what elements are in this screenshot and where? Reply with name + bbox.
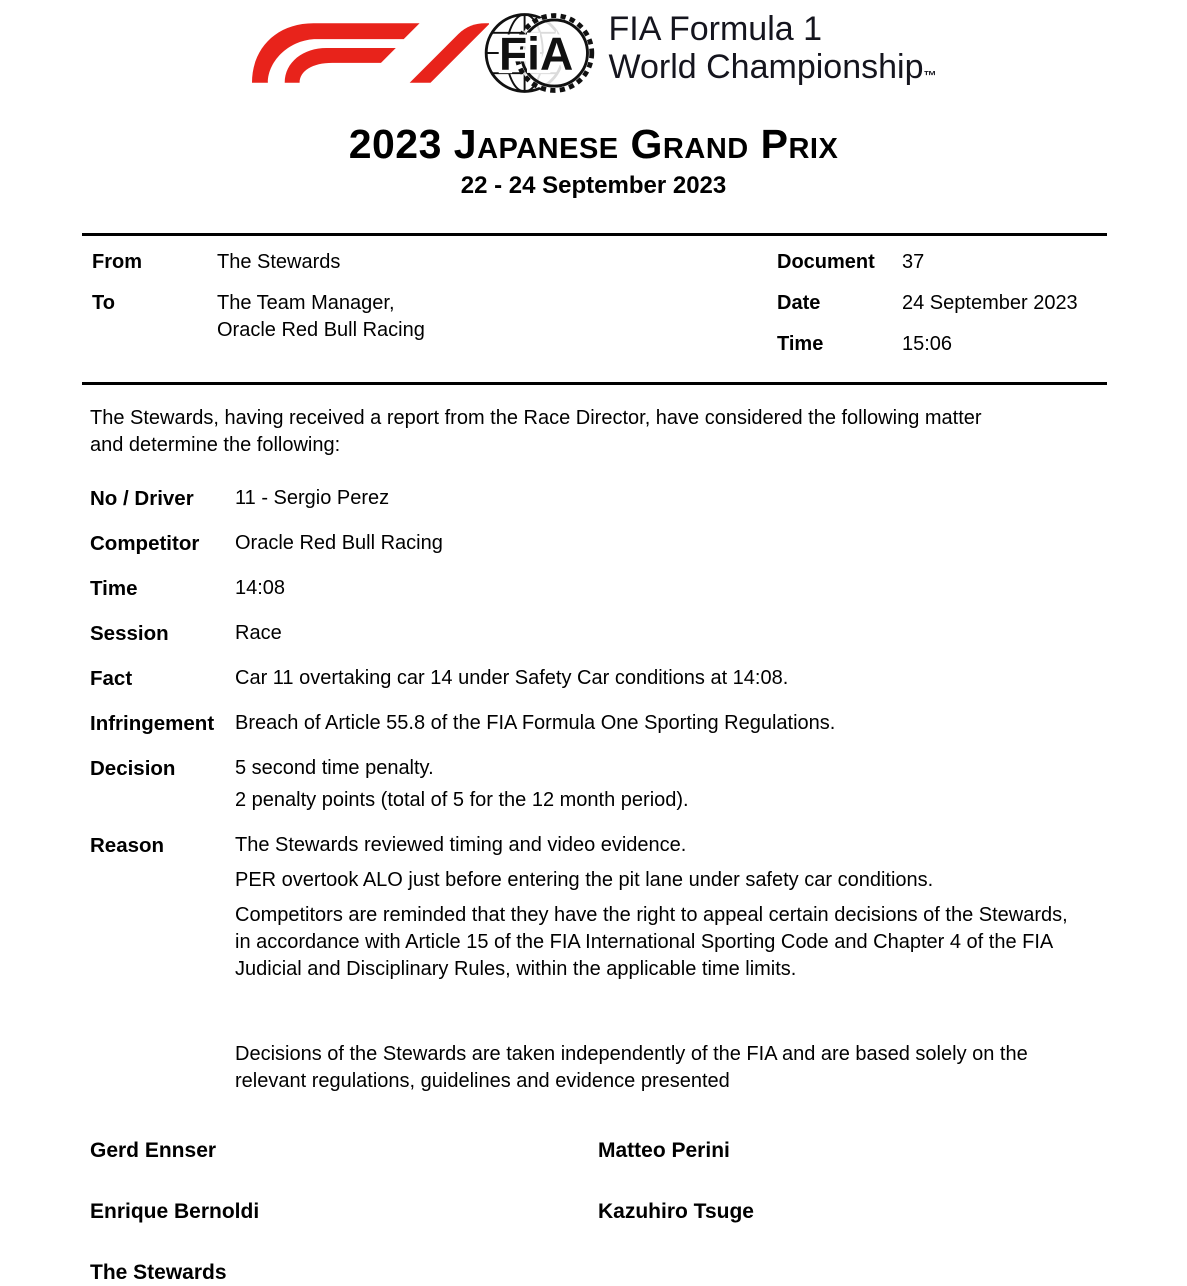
- field-label: No / Driver: [90, 487, 194, 510]
- field-row-no-driver: [90, 485, 1097, 512]
- wordmark-line2: World Championship™: [608, 48, 937, 86]
- field-value: Car 11 overtaking car 14 under Safety Car conditions at 14:08.: [235, 667, 789, 689]
- field-label: Decision: [90, 757, 176, 780]
- from-label: From: [92, 251, 142, 273]
- date-value: 24 September 2023: [902, 292, 1078, 314]
- field-label: Competitor: [90, 532, 200, 555]
- meta-row-from: [92, 249, 777, 276]
- steward-name: Gerd Ennser: [90, 1139, 217, 1162]
- svg-text:FiA: FiA: [498, 26, 573, 79]
- field-row-fact: [90, 665, 1097, 692]
- page-title: 2023 Japanese Grand Prix: [348, 121, 839, 167]
- meta-right-column: [777, 249, 1107, 358]
- stewards-footer: The Stewards: [90, 1261, 227, 1284]
- field-value: 5 second time penalty. 2 penalty points (total of 5 for the 12 month period).: [235, 757, 689, 811]
- meta-left-column: [82, 249, 777, 358]
- time-value: 15:06: [902, 333, 953, 355]
- field-row-reason: [90, 832, 1097, 991]
- to-label: To: [92, 292, 115, 314]
- date-label: Date: [777, 292, 821, 314]
- signatures-section: [90, 1137, 1097, 1286]
- fia-f1-wordmark: [609, 10, 937, 95]
- field-value: Breach of Article 55.8 of the FIA Formula One Sporting Regulations.: [235, 712, 836, 734]
- meta-row-time: [777, 331, 1107, 358]
- time-label: Time: [777, 333, 824, 355]
- field-value: 11 - Sergio Perez: [235, 487, 390, 509]
- field-value: 14:08: [235, 577, 286, 599]
- field-row-decision: [90, 755, 1097, 814]
- independence-disclaimer: Decisions of the Stewards are taken independently of the FIA and are based solely on the relevant regulations, guidelines and evidence presented: [235, 1043, 1028, 1092]
- trademark-symbol: ™: [923, 68, 937, 83]
- signature-row: [90, 1198, 1097, 1225]
- meta-section: [82, 233, 1107, 385]
- event-dates: 22 - 24 September 2023: [460, 172, 727, 199]
- field-row-session: [90, 620, 1097, 647]
- steward-name: Kazuhiro Tsuge: [598, 1200, 754, 1223]
- field-label: Reason: [90, 834, 165, 857]
- decision-fields: [90, 485, 1097, 991]
- fia-logo-icon: [483, 5, 595, 101]
- field-label: Infringement: [90, 712, 215, 735]
- field-value: Race: [235, 622, 282, 644]
- field-label: Session: [90, 622, 169, 645]
- document-number: 37: [902, 251, 925, 273]
- signature-row: [90, 1137, 1097, 1164]
- steward-name: Matteo Perini: [598, 1139, 730, 1162]
- meta-row-document: [777, 249, 1107, 276]
- field-row-competitor: [90, 530, 1097, 557]
- field-value: Oracle Red Bull Racing: [235, 532, 443, 554]
- field-row-infringement: [90, 710, 1097, 737]
- field-value: The Stewards reviewed timing and video evidence. PER overtook ALO just before entering the pit lane under safety car conditions. Competitors are reminded that they have the right to appeal certain decisions of the Stewards, in accordance with Article 15 of the FIA International Sporting Code and Chapter 4 of the FIA Judicial and Disciplinary Rules, within the applicable time limits.: [235, 834, 1068, 980]
- document-label: Document: [777, 251, 875, 273]
- meta-row-date: [777, 290, 1107, 317]
- title-block: [0, 121, 1187, 200]
- field-label: Fact: [90, 667, 133, 690]
- from-value: The Stewards: [217, 251, 341, 273]
- to-value: The Team Manager, Oracle Red Bull Racing: [217, 292, 425, 341]
- field-row-time: [90, 575, 1097, 602]
- f1-logo-icon: [251, 12, 489, 94]
- meta-row-to: [92, 290, 777, 344]
- field-label: Time: [90, 577, 138, 600]
- steward-name: Enrique Bernoldi: [90, 1200, 260, 1223]
- intro-paragraph: The Stewards, having received a report from the Race Director, have considered the following matter and determine the following:: [90, 407, 982, 456]
- document-body: [0, 405, 1187, 1286]
- wordmark-line1: FIA Formula 1: [608, 10, 823, 48]
- header-logo-row: [0, 0, 1187, 100]
